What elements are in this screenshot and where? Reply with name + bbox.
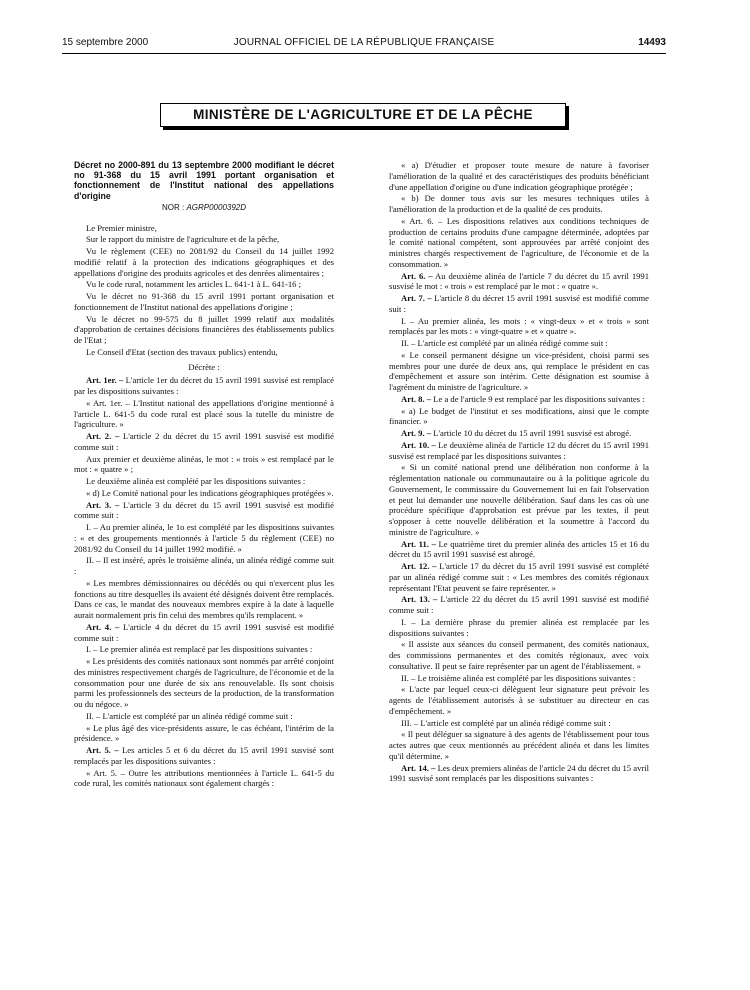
paragraph: [74, 398, 334, 430]
paragraph-text: « Il assiste aux séances du conseil permanent, des comités nationaux, des commissions permanentes et des comités régionaux, avec voix consultative. Il peut se faire représenter par un agent de l'établissement. »: [389, 639, 649, 671]
paragraph-text: « L'acte par lequel ceux-ci délèguent leur signature peut prévoir les agents de l'établissement autorisés à se substituer au directeur en cas d'empêchement. »: [389, 684, 649, 716]
paragraph: [74, 476, 334, 487]
paragraph-text: « Art. 5. – Outre les attributions mentionnées à l'article L. 641-5 du code rural, les comités nationaux sont également chargés :: [74, 767, 334, 789]
paragraph-text: Les deux premiers alinéas de l'article 24 du décret du 15 avril 1991 susvisé sont remplacés par les dispositions suivantes :: [389, 762, 650, 784]
paragraph: [389, 684, 649, 716]
paragraph-text: L'article 17 du décret du 15 avril 1991 susvisé est complété par un alinéa rédigé comme suit : « Les membres des comités régionaux représentant l'Etat peuvent se faire représenter. »: [389, 561, 649, 593]
paragraph: [74, 279, 334, 290]
article-label: Art. 3. –: [86, 499, 120, 510]
article-label: Art. 2. –: [86, 431, 120, 442]
paragraph: [74, 454, 334, 476]
paragraph: [389, 428, 649, 439]
paragraph: [74, 431, 334, 453]
paragraph: [74, 745, 334, 767]
ministry-title: MINISTÈRE DE L'AGRICULTURE ET DE LA PÊCHE: [193, 107, 533, 122]
paragraph: [389, 539, 649, 561]
paragraph-text: Au deuxième alinéa de l'article 7 du décret du 15 avril 1991 susvisé le mot : « trois » est remplacé par le mot : « quatre ».: [389, 270, 650, 292]
paragraph-text: Sur le rapport du ministre de l'agriculture et de la pêche,: [86, 234, 280, 245]
paragraph: [74, 314, 334, 346]
paragraph-text: Vu le règlement (CEE) no 2081/92 du Conseil du 14 juillet 1992 modifié relatif à la protection des indications géographiques et des appellations d'origine des produits agricoles et des denrées alimentaires ;: [74, 246, 334, 278]
article-label: Art. 7. –: [401, 293, 432, 303]
decree-title: Décret no 2000-891 du 13 septembre 2000 modifiant le décret no 91-368 du 15 avril 1991 portant organisation et fonctionnement de l'Institut national des appellations d'origine: [74, 160, 334, 201]
article-label: Art. 8. –: [401, 393, 432, 404]
paragraph-text: Les articles 5 et 6 du décret du 15 avril 1991 susvisé sont remplacés par les dispositions suivantes :: [74, 745, 334, 766]
left-column: [74, 160, 334, 790]
paragraph: [74, 578, 334, 621]
paragraph: [389, 561, 649, 593]
page-header: [62, 37, 666, 51]
paragraph: [389, 729, 649, 761]
paragraph-text: III. – L'article est complété par un alinéa rédigé comme suit :: [401, 717, 611, 728]
paragraph: [74, 768, 334, 790]
paragraph: [389, 316, 649, 338]
paragraph-text: L'article 10 du décret du 15 avril 1991 susvisé est abrogé.: [431, 428, 632, 438]
header-page-number: 14493: [638, 37, 666, 48]
paragraph-text: I. – Au premier alinéa, le 1o est complété par les dispositions suivantes : « et des groupements mentionnés à l'article 5 du règlement (CEE) no 2081/92 du Conseil du 14 juillet 1992 modifié. »: [74, 522, 334, 554]
paragraph: [74, 622, 334, 644]
paragraph: [74, 555, 334, 577]
paragraph: [389, 394, 649, 405]
paragraph: [74, 291, 334, 313]
paragraph-text: Vu le décret no 91-368 du 15 avril 1991 portant organisation et fonctionnement de l'Institut national des appellations d'origine ;: [74, 291, 334, 312]
paragraph-text: « Les membres démissionnaires ou décédés ou qui n'exercent plus les fonctions au titre desquelles ils avaient été désignés doivent être remplacés. Dans ce cas, le mandat des nouveaux membres expire à la date à laquelle aurait normalement pris fin celui des membres qu'ils remplacent. »: [74, 577, 334, 621]
paragraph: [74, 234, 334, 245]
paragraph-text: L'article 22 du décret du 15 avril 1991 susvisé est modifié comme suit :: [389, 594, 649, 615]
paragraph: [389, 462, 649, 537]
paragraph-text: « b) De donner tous avis sur les mesures techniques utiles à l'amélioration de la production et de la qualité de ces produits.: [389, 193, 649, 214]
paragraph: [389, 406, 649, 428]
article-label: Art. 5. –: [86, 745, 119, 756]
article-label: Art. 13. –: [401, 594, 438, 605]
header-date: 15 septembre 2000: [62, 37, 149, 48]
paragraph-text: Le deuxième alinéa est complété par les dispositions suivantes :: [86, 476, 306, 487]
paragraph: [389, 594, 649, 616]
paragraph-text: « Art. 1er. – L'Institut national des appellations d'origine mentionné à l'article L. 641-5 du code rural est placé sous la tutelle du ministre de l'agriculture. »: [74, 397, 334, 430]
paragraph: [74, 656, 334, 710]
paragraph-text: II. – L'article est complété par un alinéa rédigé comme suit :: [401, 338, 608, 348]
paragraph: [74, 223, 334, 234]
paragraph: [74, 711, 334, 722]
paragraph-text: Aux premier et deuxième alinéas, le mot : « trois » est remplacé par le mot : « quatre » ;: [74, 453, 334, 475]
article-label: Art. 10. –: [401, 439, 436, 450]
article-label: Art. 14. –: [401, 762, 436, 773]
paragraph: [74, 723, 334, 745]
paragraph: [389, 673, 649, 684]
paragraph-text: L'article 8 du décret 15 avril 1991 susvisé est modifié comme suit :: [389, 293, 649, 314]
nor-code: AGRP0000392D: [186, 202, 247, 212]
paragraph-text: II. – L'article est complété par un alinéa rédigé comme suit :: [86, 710, 293, 721]
paragraph-text: « a) Le budget de l'institut et ses modifications, ainsi que le compte financier. »: [389, 405, 649, 427]
paragraph-text: « a) D'étudier et proposer toute mesure de nature à favoriser l'amélioration de la qualité et des caractéristiques des produits bénéficiant d'une appellation d'origine ou d'une indication géographique protégée ;: [389, 160, 649, 192]
paragraph-text: « d) Le Comité national pour les indications géographiques protégées ».: [86, 487, 334, 498]
paragraph: [389, 338, 649, 349]
paragraph-text: I. – La dernière phrase du premier alinéa est remplacée par les dispositions suivantes :: [389, 616, 649, 638]
article-label: Art. 4. –: [86, 621, 120, 632]
header-journal-title: JOURNAL OFFICIEL DE LA RÉPUBLIQUE FRANÇAISE: [233, 37, 495, 48]
paragraph: [389, 293, 649, 315]
right-column: [389, 160, 649, 785]
paragraph: [389, 617, 649, 639]
ministry-box: [160, 103, 566, 127]
paragraph-text: I. – Au premier alinéa, les mots : « vingt-deux » et « trois » sont remplacés par les mots : « vingt-quatre » et « quatre ».: [389, 315, 649, 337]
paragraph-text: « Le conseil permanent désigne un vice-président, choisi parmi ses membres pour une durée de deux ans, qui remplace le président en cas d'empêchement et assure son intérim. Cette désignation est soumise à l'agrément du ministre de l'agriculture. »: [389, 349, 649, 392]
paragraph: [389, 160, 649, 192]
paragraph-text: L'article 4 du décret du 15 avril 1991 susvisé est modifié comme suit :: [74, 621, 334, 643]
paragraph-text: Le a de l'article 9 est remplacé par les dispositions suivantes :: [431, 393, 645, 404]
paragraph: [74, 500, 334, 522]
paragraph: [389, 350, 649, 393]
paragraph-text: Le Conseil d'Etat (section des travaux publics) entendu,: [86, 346, 278, 357]
article-label: Art. 11. –: [401, 538, 436, 549]
paragraph: [74, 362, 334, 373]
paragraph: [74, 488, 334, 499]
article-label: Art. 1er. –: [86, 375, 124, 386]
paragraph-text: Le deuxième alinéa de l'article 12 du décret du 15 avril 1991 susvisé est remplacé par les dispositions suivantes :: [389, 439, 649, 461]
paragraph: [74, 375, 334, 397]
paragraph-text: L'article 3 du décret du 15 avril 1991 susvisé est modifié comme suit :: [74, 499, 334, 521]
paragraph: [74, 347, 334, 358]
header-rule: [62, 53, 666, 54]
article-label: Art. 6. –: [401, 270, 433, 281]
paragraph-text: Décrète :: [188, 361, 220, 372]
paragraph: [389, 639, 649, 671]
article-label: Art. 12. –: [401, 561, 437, 571]
paragraph-text: Le Premier ministre,: [86, 222, 157, 233]
paragraph-text: « Art. 6. – Les dispositions relatives aux conditions techniques de production de certains produits d'une campagne déterminée, adoptées par le comité national compétent, sont approuvées par arrêté conjoint des ministres chargés respectivement de l'agriculture, de l'économie et de la consommation. »: [389, 215, 649, 269]
paragraph-text: L'article 1er du décret du 15 avril 1991 susvisé est remplacé par les dispositions suivantes :: [74, 375, 334, 397]
paragraph: [389, 216, 649, 270]
paragraph-text: II. – Il est inséré, après le troisième alinéa, un alinéa rédigé comme suit :: [74, 555, 334, 577]
nor-reference: [74, 203, 334, 214]
paragraph: [74, 246, 334, 278]
paragraph-text: II. – Le troisième alinéa est complété par les dispositions suivantes :: [401, 672, 636, 683]
paragraph-text: I. – Le premier alinéa est remplacé par les dispositions suivantes :: [86, 644, 313, 655]
paragraph: [389, 763, 649, 785]
paragraph: [389, 718, 649, 729]
paragraph: [389, 271, 649, 293]
paragraph-text: « Le plus âgé des vice-présidents assure, le cas échéant, l'intérim de la présidence. »: [74, 722, 334, 744]
paragraph-text: Le quatrième tiret du premier alinéa des articles 15 et 16 du décret du 15 avril 1991 susvisé est abrogé.: [389, 538, 649, 560]
nor-label: NOR :: [161, 202, 185, 212]
article-label: Art. 9. –: [401, 428, 432, 438]
paragraph-text: Vu le code rural, notamment les articles L. 641-1 à L. 641-16 ;: [86, 279, 301, 290]
paragraph-text: Vu le décret no 99-575 du 8 juillet 1999 relatif aux modalités d'approbation de certaines décisions financières des établissements publics de l'Etat ;: [74, 313, 334, 346]
paragraph: [74, 644, 334, 655]
paragraph: [389, 440, 649, 462]
paragraph-text: L'article 2 du décret du 15 avril 1991 susvisé est modifié comme suit :: [74, 431, 334, 452]
paragraph-text: « Les présidents des comités nationaux sont nommés par arrêté conjoint des ministres respectivement chargés de l'agriculture, de l'économie et de la consommation pour une durée de six ans renouvelable. Ils sont choisis parmi les professionnels des secteurs de la production, de la transformation ou du négoce. »: [74, 656, 334, 710]
paragraph: [389, 193, 649, 215]
paragraph-text: « Si un comité national prend une délibération non conforme à la réglementation nationale ou communautaire ou à la politique agricole du Gouvernement, le commissaire du Gouvernement lui en fait l'observation et peut lui demander une nouvelle délibération. Sauf dans les cas où une procédure spécifique d'approbation est prévue par les textes, il peut s'opposer à cette nouvelle délibération et la soumettre à l'accord du ministre de l'agriculture. »: [389, 462, 649, 537]
paragraph-text: « Il peut déléguer sa signature à des agents de l'établissement pour tous actes autres que ceux mentionnés au précédent alinéa et dans les limites qu'il détermine. »: [389, 729, 649, 761]
paragraph: [74, 522, 334, 554]
